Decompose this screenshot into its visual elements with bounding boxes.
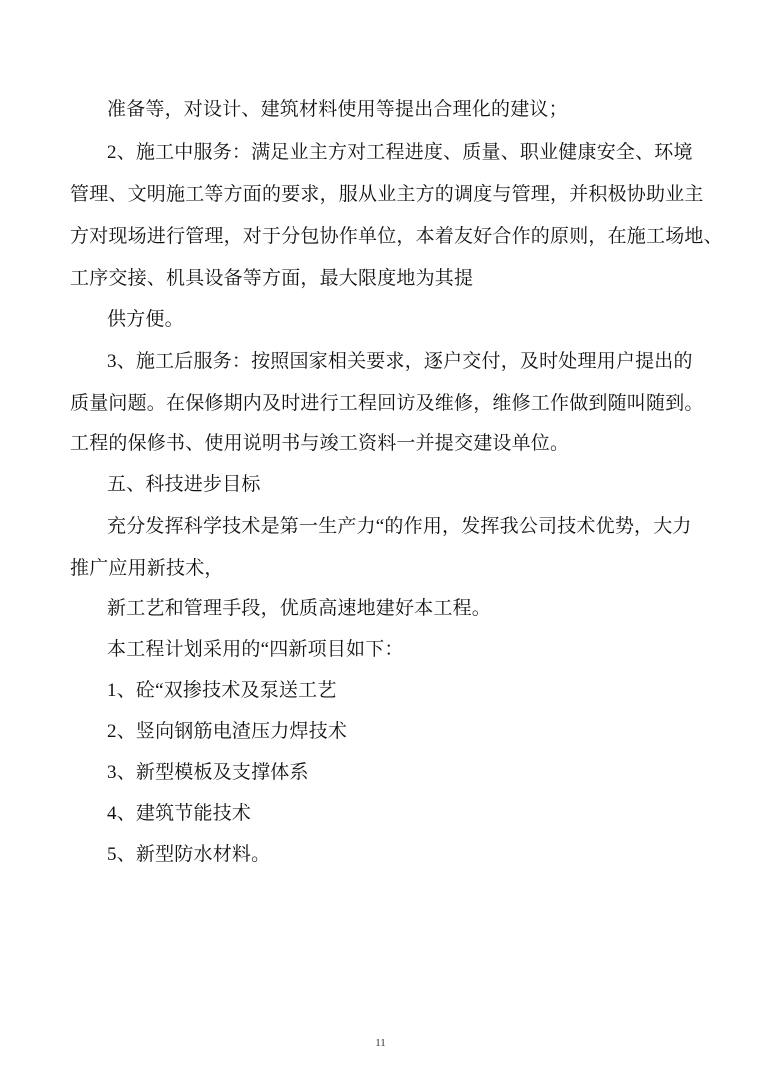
section-heading: 五、科技进步目标: [107, 474, 261, 495]
list-item: 3、新型模板及支撑体系: [107, 762, 309, 783]
list-item: 4、建筑节能技术: [107, 803, 252, 824]
list-item: 2、竖向钢筋电渣压力焊技术: [107, 721, 348, 742]
list-item: 5、新型防水材料。: [107, 844, 271, 865]
text-line: 管理、文明施工等方面的要求，服从业主方的调度与管理，并积极协助业主: [70, 184, 704, 205]
text-line: 本工程计划采用的“四新项目如下：: [107, 639, 404, 660]
text-line: 方对现场进行管理，对于分包协作单位，本着友好合作的原则，在施工场地、: [70, 226, 723, 247]
text-line: 准备等，对设计、建筑材料使用等提出合理化的建议；: [107, 99, 568, 120]
text-line: 2、施工中服务：满足业主方对工程进度、质量、职业健康安全、环境: [107, 142, 693, 163]
text-line: 工序交接、机具设备等方面，最大限度地为其提: [70, 268, 474, 289]
text-line: 推广应用新技术，: [70, 558, 224, 579]
text-line: 供方便。: [107, 309, 184, 330]
text-line: 工程的保修书、使用说明书与竣工资料一并提交建设单位。: [70, 433, 570, 454]
text-line: 质量问题。在保修期内及时进行工程回访及维修，维修工作做到随叫随到。: [70, 393, 704, 414]
text-line: 3、施工后服务：按照国家相关要求，逐户交付，及时处理用户提出的: [107, 351, 693, 372]
list-item: 1、砼“双掺技术及泵送工艺: [107, 680, 337, 701]
text-line: 新工艺和管理手段，优质高速地建好本工程。: [107, 598, 492, 619]
text-line: 充分发挥科学技术是第一生产力“的作用，发挥我公司技术优势，大力: [107, 516, 692, 537]
page-number: 11: [375, 1037, 386, 1049]
